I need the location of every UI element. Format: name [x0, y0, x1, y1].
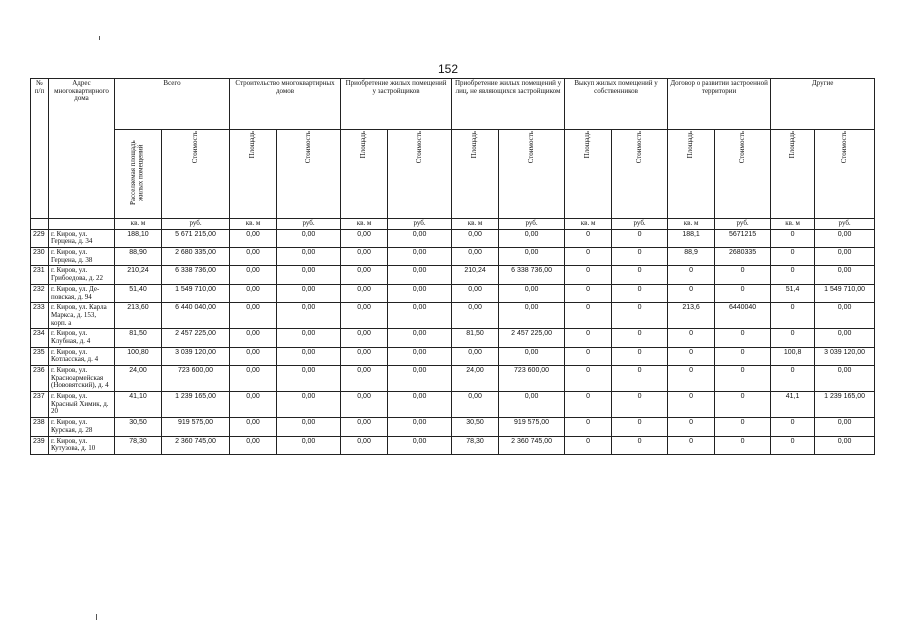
table-row [31, 284, 875, 302]
area-subheader [230, 130, 277, 219]
resettlement-table [30, 78, 875, 455]
cost-cell: 0,00 [499, 303, 565, 329]
row-number: 231 [31, 266, 49, 284]
cost-cell: 0,00 [815, 229, 875, 247]
area-cell: 0,00 [230, 284, 277, 302]
cost-cell: 0,00 [277, 436, 341, 454]
area-cell: 0,00 [230, 418, 277, 436]
area-subheader-label: Площадь [470, 131, 479, 159]
unit-area-cell: кв. м [341, 219, 388, 230]
area-cell: 188,1 [668, 229, 715, 247]
row-address: г. Киров, ул. Клубная, д. 4 [49, 329, 115, 347]
row-address: г. Киров, ул. Курская, д. 28 [49, 418, 115, 436]
cost-cell: 0,00 [499, 347, 565, 365]
area-cell: 78,30 [115, 436, 162, 454]
area-cell: 188,10 [115, 229, 162, 247]
area-cell: 0 [771, 329, 815, 347]
area-cell: 0,00 [230, 329, 277, 347]
row-address: г. Киров, ул. Герцена, д. 34 [49, 229, 115, 247]
area-cell: 30,50 [115, 418, 162, 436]
cost-cell: 0,00 [815, 436, 875, 454]
cost-cell: 0,00 [277, 284, 341, 302]
row-address: г. Киров, ул. Грибоедова, д. 22 [49, 266, 115, 284]
unit-cost-cell: руб. [388, 219, 452, 230]
cost-cell: 2 680 335,00 [162, 248, 230, 266]
unit-cost-cell: руб. [612, 219, 668, 230]
page-number: 152 [438, 62, 459, 76]
cost-cell: 0,00 [388, 329, 452, 347]
cost-cell: 1 549 710,00 [162, 284, 230, 302]
unit-area-cell: кв. м [452, 219, 499, 230]
table-row [31, 418, 875, 436]
cost-subheader [715, 130, 771, 219]
cost-cell: 6 440 040,00 [162, 303, 230, 329]
cost-cell: 2 360 745,00 [162, 436, 230, 454]
unit-row [31, 219, 875, 230]
area-cell: 210,24 [115, 266, 162, 284]
cost-cell: 0,00 [388, 392, 452, 418]
cost-cell: 2 457 225,00 [162, 329, 230, 347]
area-cell: 78,30 [452, 436, 499, 454]
group-header-other: Другие [771, 79, 875, 130]
area-cell: 0,00 [341, 284, 388, 302]
table-row [31, 303, 875, 329]
area-cell: 0 [565, 248, 612, 266]
row-address: г. Киров, ул. Карла Маркса, д. 153, корп. а [49, 303, 115, 329]
area-cell: 0 [668, 436, 715, 454]
unit-area-cell: кв. м [771, 219, 815, 230]
area-cell: 0,00 [230, 366, 277, 392]
cost-cell: 5 671 215,00 [162, 229, 230, 247]
header-group-row [31, 79, 875, 130]
area-cell: 0 [565, 347, 612, 365]
cost-cell: 0,00 [388, 248, 452, 266]
area-subheader-label: Площадь [583, 131, 592, 159]
cost-cell: 0 [715, 418, 771, 436]
address-header: Адрес многоквартирного дома [49, 79, 115, 219]
unit-empty-cell [31, 219, 49, 230]
scan-mark [96, 614, 97, 620]
area-cell: 41,1 [771, 392, 815, 418]
area-cell: 0 [668, 392, 715, 418]
cost-cell: 0,00 [499, 392, 565, 418]
unit-area-cell: кв. м [565, 219, 612, 230]
area-cell: 0 [565, 229, 612, 247]
area-cell: 0,00 [230, 229, 277, 247]
unit-cost-cell: руб. [277, 219, 341, 230]
cost-cell: 0 [612, 284, 668, 302]
area-subheader [115, 130, 162, 219]
unit-area-cell: кв. м [668, 219, 715, 230]
area-subheader-label: Расселяемая площадь жилых помещений [129, 140, 145, 206]
cost-cell: 0 [715, 266, 771, 284]
cost-cell: 0,00 [388, 303, 452, 329]
cost-cell: 1 549 710,00 [815, 284, 875, 302]
group-header-total: Всего [115, 79, 230, 130]
unit-cost-cell: руб. [499, 219, 565, 230]
cost-cell: 0 [715, 392, 771, 418]
row-number: 230 [31, 248, 49, 266]
cost-cell: 919 575,00 [499, 418, 565, 436]
area-subheader [668, 130, 715, 219]
area-cell: 0,00 [341, 248, 388, 266]
cost-cell: 0,00 [277, 229, 341, 247]
area-cell: 51,4 [771, 284, 815, 302]
cost-cell: 0,00 [388, 436, 452, 454]
cost-subheader-label: Стоимость [737, 131, 746, 164]
cost-subheader-label: Стоимость [634, 131, 643, 164]
area-cell: 0 [771, 248, 815, 266]
cost-cell: 0,00 [277, 266, 341, 284]
area-cell: 0 [668, 418, 715, 436]
cost-subheader-label: Стоимость [839, 131, 848, 164]
cost-cell: 0 [612, 229, 668, 247]
cost-cell: 2 360 745,00 [499, 436, 565, 454]
area-cell: 0,00 [341, 436, 388, 454]
area-cell: 88,90 [115, 248, 162, 266]
cost-cell: 0,00 [815, 303, 875, 329]
table-row [31, 329, 875, 347]
area-cell: 0,00 [341, 418, 388, 436]
unit-area-cell: кв. м [230, 219, 277, 230]
area-subheader [771, 130, 815, 219]
cost-cell: 723 600,00 [162, 366, 230, 392]
row-address: г. Киров, ул. Красный Химик, д. 20 [49, 392, 115, 418]
cost-cell: 0,00 [499, 229, 565, 247]
area-cell: 0,00 [452, 284, 499, 302]
cost-cell: 0,00 [277, 347, 341, 365]
cost-cell: 0,00 [815, 266, 875, 284]
area-cell: 24,00 [452, 366, 499, 392]
unit-area-cell: кв. м [115, 219, 162, 230]
row-number: 238 [31, 418, 49, 436]
row-number: 236 [31, 366, 49, 392]
cost-cell: 0 [715, 436, 771, 454]
cost-cell: 0 [715, 284, 771, 302]
cost-cell: 2 457 225,00 [499, 329, 565, 347]
area-cell: 0,00 [341, 392, 388, 418]
area-cell: 0 [668, 266, 715, 284]
area-cell: 0,00 [230, 347, 277, 365]
area-cell: 0 [771, 266, 815, 284]
cost-cell: 0 [715, 329, 771, 347]
unit-cost-cell: руб. [715, 219, 771, 230]
row-number: 233 [31, 303, 49, 329]
area-cell: 41,10 [115, 392, 162, 418]
area-cell: 0 [771, 436, 815, 454]
cost-cell: 0,00 [277, 366, 341, 392]
cost-cell: 0,00 [277, 303, 341, 329]
area-cell: 88,9 [668, 248, 715, 266]
cost-subheader [277, 130, 341, 219]
cost-cell: 0,00 [388, 266, 452, 284]
area-cell: 100,80 [115, 347, 162, 365]
area-cell: 0 [565, 392, 612, 418]
row-address: г. Киров, ул. Кутузова, д. 10 [49, 436, 115, 454]
row-number: 232 [31, 284, 49, 302]
cost-subheader [815, 130, 875, 219]
row-number: 239 [31, 436, 49, 454]
cost-cell: 0 [612, 392, 668, 418]
area-cell: 0 [565, 329, 612, 347]
row-address: г. Киров, ул. Красноармейская (Нововятский), д. 4 [49, 366, 115, 392]
area-cell: 81,50 [115, 329, 162, 347]
cost-cell: 0,00 [815, 418, 875, 436]
num-header: № п/п [31, 79, 49, 219]
area-cell: 0,00 [452, 392, 499, 418]
cost-subheader [612, 130, 668, 219]
cost-cell: 0,00 [277, 329, 341, 347]
area-cell: 24,00 [115, 366, 162, 392]
group-header-developers: Приобретение жилых помещений у застройщиков [341, 79, 452, 130]
area-cell: 0 [565, 303, 612, 329]
area-cell: 0 [668, 366, 715, 392]
table-row [31, 229, 875, 247]
header-sub-row [31, 130, 875, 219]
cost-subheader-label: Стоимость [190, 131, 199, 164]
table-row [31, 347, 875, 365]
area-cell: 0 [668, 284, 715, 302]
cost-cell: 0,00 [277, 248, 341, 266]
cost-subheader [499, 130, 565, 219]
area-cell: 51,40 [115, 284, 162, 302]
area-cell: 0 [565, 266, 612, 284]
area-subheader [452, 130, 499, 219]
cost-cell: 0,00 [388, 284, 452, 302]
cost-subheader-label: Стоимость [526, 131, 535, 164]
cost-cell: 0 [612, 436, 668, 454]
cost-cell: 0 [612, 418, 668, 436]
group-header-non-developers: Приобретение жилых помещений у лиц, не являющихся застройщиком [452, 79, 565, 130]
cost-cell: 0,00 [388, 418, 452, 436]
row-address: г. Киров, ул. Герцена, д. 38 [49, 248, 115, 266]
cost-cell: 0 [612, 347, 668, 365]
area-cell: 0,00 [341, 229, 388, 247]
cost-cell: 0,00 [277, 392, 341, 418]
group-header-development-agreement: Договор о развитии застроенной территории [668, 79, 771, 130]
area-cell: 0 [771, 366, 815, 392]
cost-cell: 5671215 [715, 229, 771, 247]
area-cell: 0,00 [341, 366, 388, 392]
cost-cell: 2680335 [715, 248, 771, 266]
scan-mark [99, 36, 100, 40]
area-cell: 0 [668, 329, 715, 347]
unit-cost-cell: руб. [815, 219, 875, 230]
cost-subheader-label: Стоимость [303, 131, 312, 164]
area-cell: 0,00 [452, 303, 499, 329]
area-cell: 0 [771, 418, 815, 436]
group-header-buyout: Выкуп жилых помещений у собственников [565, 79, 668, 130]
area-cell: 0,00 [230, 392, 277, 418]
cost-cell: 6 338 736,00 [162, 266, 230, 284]
row-number: 229 [31, 229, 49, 247]
area-subheader-label: Площадь [359, 131, 368, 159]
table-row [31, 248, 875, 266]
cost-subheader [162, 130, 230, 219]
cost-subheader-label: Стоимость [414, 131, 423, 164]
unit-cost-cell: руб. [162, 219, 230, 230]
area-cell: 0,00 [230, 303, 277, 329]
cost-cell: 723 600,00 [499, 366, 565, 392]
cost-cell: 6440040 [715, 303, 771, 329]
cost-cell: 919 575,00 [162, 418, 230, 436]
cost-cell: 0 [612, 266, 668, 284]
cost-cell: 0,00 [388, 347, 452, 365]
area-cell: 0,00 [230, 436, 277, 454]
row-address: г. Киров, ул. Котласская, д. 4 [49, 347, 115, 365]
cost-cell: 0 [612, 366, 668, 392]
cost-cell: 0,00 [277, 418, 341, 436]
area-cell: 0,00 [341, 266, 388, 284]
row-number: 235 [31, 347, 49, 365]
area-cell: 0,00 [230, 266, 277, 284]
area-cell: 0 [668, 347, 715, 365]
area-cell: 0 [565, 418, 612, 436]
cost-subheader [388, 130, 452, 219]
area-cell: 0,00 [341, 347, 388, 365]
area-cell: 100,8 [771, 347, 815, 365]
table-row [31, 366, 875, 392]
area-cell: 0,00 [452, 347, 499, 365]
area-cell: 0,00 [230, 248, 277, 266]
area-cell: 213,6 [668, 303, 715, 329]
area-cell: 0 [565, 366, 612, 392]
cost-cell: 0,00 [499, 248, 565, 266]
cost-cell: 3 039 120,00 [162, 347, 230, 365]
area-cell: 0 [771, 303, 815, 329]
table-body [31, 229, 875, 454]
cost-cell: 0,00 [499, 284, 565, 302]
table-row [31, 266, 875, 284]
row-number: 237 [31, 392, 49, 418]
cost-cell: 0,00 [388, 366, 452, 392]
cost-cell: 0,00 [388, 229, 452, 247]
area-subheader [341, 130, 388, 219]
cost-cell: 0 [612, 248, 668, 266]
cost-cell: 0,00 [815, 366, 875, 392]
area-subheader [565, 130, 612, 219]
area-cell: 210,24 [452, 266, 499, 284]
area-cell: 81,50 [452, 329, 499, 347]
cost-cell: 0 [612, 303, 668, 329]
cost-cell: 1 239 165,00 [815, 392, 875, 418]
row-number: 234 [31, 329, 49, 347]
area-cell: 0,00 [452, 248, 499, 266]
area-cell: 0 [565, 436, 612, 454]
area-subheader-label: Площадь [248, 131, 257, 159]
row-address: г. Киров, ул. Де-повская, д. 94 [49, 284, 115, 302]
cost-cell: 0,00 [815, 329, 875, 347]
unit-empty-cell [49, 219, 115, 230]
area-cell: 0,00 [341, 303, 388, 329]
cost-cell: 0 [715, 366, 771, 392]
cost-cell: 3 039 120,00 [815, 347, 875, 365]
table-row [31, 436, 875, 454]
area-cell: 30,50 [452, 418, 499, 436]
cost-cell: 1 239 165,00 [162, 392, 230, 418]
cost-cell: 6 338 736,00 [499, 266, 565, 284]
cost-cell: 0 [612, 329, 668, 347]
area-cell: 213,60 [115, 303, 162, 329]
table-row [31, 392, 875, 418]
area-cell: 0,00 [452, 229, 499, 247]
area-cell: 0,00 [341, 329, 388, 347]
area-cell: 0 [771, 229, 815, 247]
cost-cell: 0,00 [815, 248, 875, 266]
group-header-construction: Строительство многоквартирных домов [230, 79, 341, 130]
cost-cell: 0 [715, 347, 771, 365]
area-subheader-label: Площадь [787, 131, 796, 159]
area-subheader-label: Площадь [686, 131, 695, 159]
area-cell: 0 [565, 284, 612, 302]
